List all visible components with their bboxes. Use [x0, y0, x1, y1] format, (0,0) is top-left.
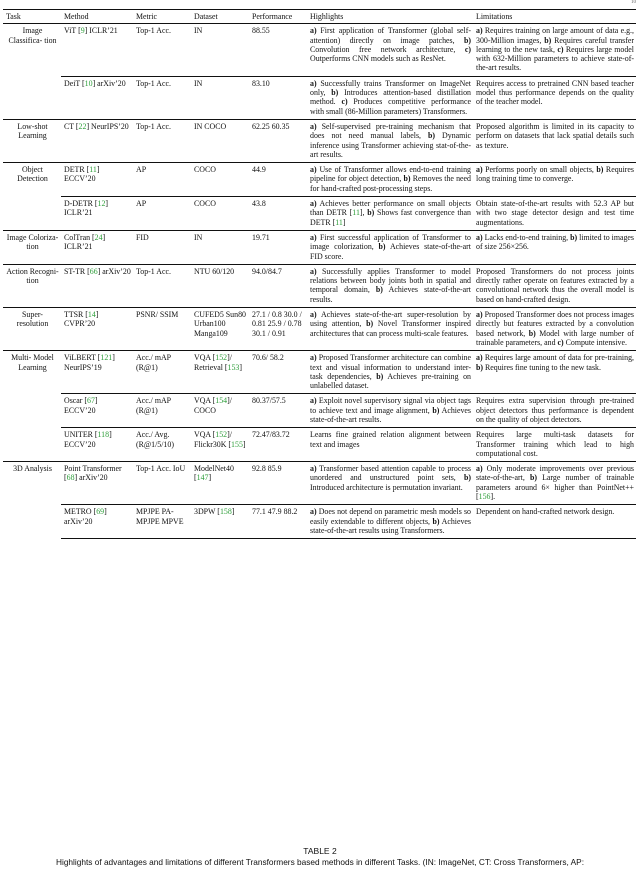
limitations-cell: Obtain state-of-the-art results with 52.3 AP but with two stage detector design and test time augmentations. — [473, 197, 636, 231]
limitations-cell: Requires large multi-task datasets for Transformer training which lead to high computational cost. — [473, 428, 636, 462]
table-row — [3, 462, 636, 505]
table-row — [3, 505, 636, 539]
metric-cell: Acc./ Avg. (R@1/5/10) — [133, 428, 191, 462]
limitations-cell: Proposed Transformers do not process joints directly rather operate on features extracted by a convolutional network thus the overall model is based on hand-crafted design. — [473, 264, 636, 307]
performance-cell: 80.37/57.5 — [249, 394, 307, 428]
highlights-cell: a) Achieves state-of-the-art super-resolution by using attention, b) Novel Transformer inspired architectures that can process multi-scale features. — [307, 308, 473, 351]
citation-ref: 158 — [219, 507, 232, 517]
page-number: 10 — [631, 0, 636, 5]
highlights-cell: a) Successfully applies Transformer to model relations between body joints both in spatial and temporal domain, b) Achieves state-of-the-art results. — [307, 264, 473, 307]
citation-ref: 155 — [231, 439, 243, 449]
header-limitations: Limitations — [473, 10, 636, 24]
table-row — [3, 428, 636, 462]
citation-ref: 153 — [227, 362, 240, 372]
dataset-cell: IN — [191, 24, 249, 76]
metric-cell: Top-1 Acc. — [133, 76, 191, 119]
method-cell: TTSR [14] CVPR’20 — [61, 308, 133, 351]
dataset-cell: IN — [191, 76, 249, 119]
task-cell: Object Detection — [3, 163, 61, 231]
citation-ref: 147 — [196, 473, 209, 483]
comparison-table — [3, 9, 636, 539]
highlights-cell: a) Does not depend on parametric mesh models so easily extendable to different objects, b) Achieves state-of-the-art results using Transformers. — [307, 505, 473, 539]
limitations-cell: Requires extra supervision through pre-trained object detectors thus performance is dependent on the quality of object detectors. — [473, 394, 636, 428]
header-method: Method — [61, 10, 133, 24]
table-row — [3, 76, 636, 119]
task-cell: Action Recogni- tion — [3, 264, 61, 307]
citation-ref: 68 — [66, 473, 75, 483]
performance-cell: 43.8 — [249, 197, 307, 231]
header-metric: Metric — [133, 10, 191, 24]
highlights-cell: a) Exploit novel supervisory signal via object tags to achieve text and image alignment, b) Achieves state-of-the-art results. — [307, 394, 473, 428]
dataset-cell: ModelNet40 [147] — [191, 462, 249, 505]
limitations-cell: a) Lacks end-to-end training, b) limited to images of size 256×256. — [473, 230, 636, 264]
highlights-cell: a) Transformer based attention capable to process unordered and unstructured point sets, b) Introduced architecture is permutation invariant. — [307, 462, 473, 505]
citation-ref: 12 — [97, 199, 106, 209]
citation-ref: 69 — [96, 507, 105, 517]
highlights-cell: a) Successfully trains Transformer on ImageNet only, b) Introduces attention-based distillation method. c) Produces competitive performance with small (86-Million parameters) Transformers. — [307, 76, 473, 119]
task-cell: Image Coloriza- tion — [3, 230, 61, 264]
method-cell: ViT [9] ICLR’21 — [61, 24, 133, 76]
table-row — [3, 163, 636, 197]
citation-ref: 14 — [87, 310, 96, 320]
dataset-cell: 3DPW [158] — [191, 505, 249, 539]
performance-cell: 44.9 — [249, 163, 307, 197]
method-cell: D-DETR [12] ICLR’21 — [61, 197, 133, 231]
task-cell: Multi- Model Learning — [3, 351, 61, 462]
table-row — [3, 394, 636, 428]
task-cell: Image Classifica- tion — [3, 24, 61, 120]
citation-ref: 11 — [352, 208, 360, 218]
dataset-cell: IN — [191, 230, 249, 264]
task-cell: Super- resolution — [3, 308, 61, 351]
metric-cell: Top-1 Acc. — [133, 264, 191, 307]
citation-ref: 154 — [215, 396, 228, 406]
metric-cell: AP — [133, 197, 191, 231]
dataset-cell: COCO — [191, 163, 249, 197]
citation-ref: 9 — [80, 26, 85, 36]
citation-ref: 121 — [100, 353, 113, 363]
method-cell: DETR [11] ECCV’20 — [61, 163, 133, 197]
table-header-row — [3, 10, 636, 24]
task-cell: Low-shot Learning — [3, 119, 61, 162]
citation-ref: 11 — [89, 165, 97, 175]
method-cell: ViLBERT [121] NeurIPS’19 — [61, 351, 133, 394]
limitations-cell: a) Only moderate improvements over previous state-of-the-art, b) Large number of trainable parameters around 6× higher than PointNet++ [156]. — [473, 462, 636, 505]
metric-cell: Top-1 Acc. IoU — [133, 462, 191, 505]
table-row — [3, 119, 636, 162]
metric-cell: MPJPE PA-MPJPE MPVE — [133, 505, 191, 539]
metric-cell: AP — [133, 163, 191, 197]
header-highlights: Highlights — [307, 10, 473, 24]
task-cell: 3D Analysis — [3, 462, 61, 539]
limitations-cell: Proposed algorithm is limited in its capacity to perform on datasets that lack spatial details such as texture. — [473, 119, 636, 162]
method-cell: ColTran [24] ICLR’21 — [61, 230, 133, 264]
dataset-cell: COCO — [191, 197, 249, 231]
performance-cell: 92.8 85.9 — [249, 462, 307, 505]
limitations-cell: a) Performs poorly on small objects, b) Requires long training time to converge. — [473, 163, 636, 197]
metric-cell: Top-1 Acc. — [133, 24, 191, 76]
table-row — [3, 24, 636, 76]
method-cell: Oscar [67] ECCV’20 — [61, 394, 133, 428]
performance-cell: 72.47/83.72 — [249, 428, 307, 462]
method-cell: DeiT [10] arXiv’20 — [61, 76, 133, 119]
metric-cell: FID — [133, 230, 191, 264]
highlights-cell: a) First successful application of Transformer to image colorization, b) Achieves state-of-the-art FID score. — [307, 230, 473, 264]
citation-ref: 10 — [84, 78, 93, 88]
highlights-cell: a) Use of Transformer allows end-to-end training pipeline for object detection, b) Removes the need for hand-crafted post-processing steps. — [307, 163, 473, 197]
performance-cell: 83.10 — [249, 76, 307, 119]
dataset-cell: NTU 60/120 — [191, 264, 249, 307]
limitations-cell: Requires access to pretrained CNN based teacher model thus performance depends on the quality of the teacher model. — [473, 76, 636, 119]
highlights-cell: a) First application of Transformer (global self-attention) directly on image patches, b) Convolution free network architecture, c) Outperforms CNN models such as ResNet. — [307, 24, 473, 76]
performance-cell: 62.25 60.35 — [249, 119, 307, 162]
method-cell: ST-TR [66] arXiv’20 — [61, 264, 133, 307]
metric-cell: Acc./ mAP (R@1) — [133, 394, 191, 428]
table-row — [3, 264, 636, 307]
metric-cell: PSNR/ SSIM — [133, 308, 191, 351]
citation-ref: 66 — [89, 266, 98, 276]
table-row — [3, 230, 636, 264]
method-cell: METRO [69] arXiv’20 — [61, 505, 133, 539]
metric-cell: Top-1 Acc. — [133, 119, 191, 162]
method-cell: CT [22] NeurIPS’20 — [61, 119, 133, 162]
performance-cell: 19.71 — [249, 230, 307, 264]
citation-ref: 22 — [78, 121, 87, 131]
table-caption-title: TABLE 2 — [303, 846, 337, 856]
performance-cell: 27.1 / 0.8 30.0 / 0.81 25.9 / 0.78 30.1 / 0.91 — [249, 308, 307, 351]
citation-ref: 152 — [215, 430, 228, 440]
table-row — [3, 197, 636, 231]
method-cell: Point Transformer [68] arXiv’20 — [61, 462, 133, 505]
citation-ref: 156 — [478, 492, 491, 502]
limitations-cell: a) Requires large amount of data for pre-training, b) Requires fine tuning to the new task. — [473, 351, 636, 394]
highlights-cell: a) Proposed Transformer architecture can combine text and visual information to understand inter-task dependencies, b) Achieves pre-training on unlabelled dataset. — [307, 351, 473, 394]
citation-ref: 67 — [87, 396, 95, 406]
method-cell: UNITER [118] ECCV’20 — [61, 428, 133, 462]
table-row — [3, 308, 636, 351]
dataset-cell: VQA [152]/ Retrieval [153] — [191, 351, 249, 394]
highlights-cell: Learns fine grained relation alignment between text and images — [307, 428, 473, 462]
limitations-cell: a) Requires training on large amount of data e.g., 300-Million images, b) Requires careful transfer learning to the new task, c) Requires large model with 632-Million parameters to achieve state-of-the-art results. — [473, 24, 636, 76]
citation-ref: 152 — [215, 353, 228, 363]
limitations-cell: Dependent on hand-crafted network design. — [473, 505, 636, 539]
citation-ref: 118 — [97, 430, 110, 440]
citation-ref: 24 — [94, 232, 103, 242]
dataset-cell: VQA [154]/ COCO — [191, 394, 249, 428]
highlights-cell: a) Self-supervised pre-training mechanism that does not need manual labels, b) Dynamic inference using Transformer achieving stat-of-the-art results. — [307, 119, 473, 162]
performance-cell: 88.55 — [249, 24, 307, 76]
citation-ref: 11 — [335, 217, 343, 227]
performance-cell: 77.1 47.9 88.2 — [249, 505, 307, 539]
dataset-cell: IN COCO — [191, 119, 249, 162]
dataset-cell: VQA [152]/ Flickr30K [155] — [191, 428, 249, 462]
table-row — [3, 351, 636, 394]
header-task: Task — [3, 10, 61, 24]
table-caption-text: Highlights of advantages and limitations of different Transformers based methods in different Tasks. (IN: ImageNet, CT: Cross Transformers, AP: — [55, 857, 584, 867]
dataset-cell: CUFED5 Sun80 Urban100 Manga109 — [191, 308, 249, 351]
performance-cell: 94.0/84.7 — [249, 264, 307, 307]
header-dataset: Dataset — [191, 10, 249, 24]
highlights-cell: a) Achieves better performance on small objects than DETR [11], b) Shows fast convergence than DETR [11] — [307, 197, 473, 231]
metric-cell: Acc./ mAP (R@1) — [133, 351, 191, 394]
performance-cell: 70.6/ 58.2 — [249, 351, 307, 394]
limitations-cell: a) Proposed Transformer does not process images directly but features extracted by a convolution based network, b) Model with large number of trainable parameters, and c) Compute intensive. — [473, 308, 636, 351]
header-performance: Performance — [249, 10, 307, 24]
